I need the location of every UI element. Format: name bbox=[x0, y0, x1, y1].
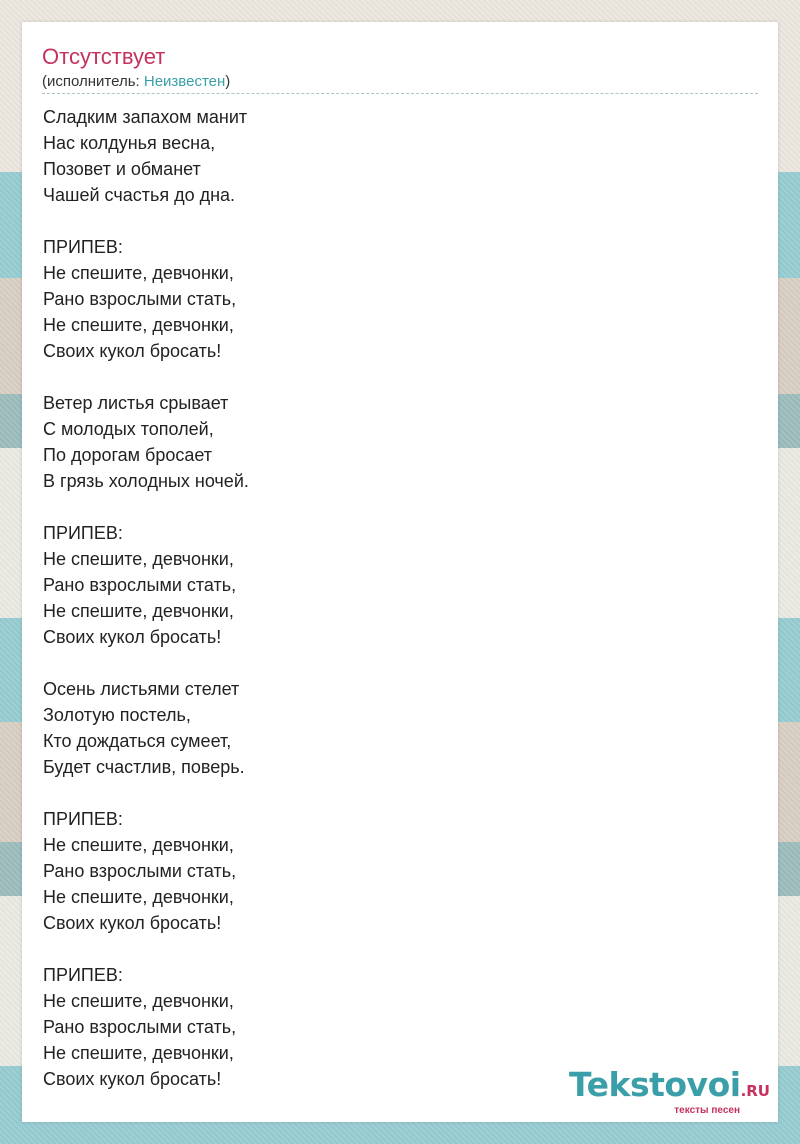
lyric-line: В грязь холодных ночей. bbox=[43, 471, 249, 491]
lyric-line: Рано взрослыми стать, bbox=[43, 1017, 237, 1037]
lyric-line: Не спешите, девчонки, bbox=[43, 601, 234, 621]
lyrics-card bbox=[22, 22, 778, 1122]
lyric-line: Не спешите, девчонки, bbox=[43, 991, 234, 1011]
lyric-line: ПРИПЕВ: bbox=[43, 523, 123, 543]
lyrics-stanza bbox=[43, 962, 249, 1092]
lyric-line: Ветер листья срывает bbox=[43, 393, 229, 413]
logo-brand: Tekstovoi bbox=[569, 1065, 741, 1104]
lyrics-stanza bbox=[43, 676, 249, 780]
lyric-line: Кто дождаться сумеет, bbox=[43, 731, 232, 751]
lyric-line: Не спешите, девчонки, bbox=[43, 549, 234, 569]
song-title: Отсутствует bbox=[42, 44, 166, 69]
lyric-line: Не спешите, девчонки, bbox=[43, 887, 234, 907]
logo-wordmark bbox=[569, 1065, 770, 1108]
lyrics-stanza bbox=[43, 104, 249, 208]
performer-line bbox=[42, 73, 230, 91]
lyric-line: Своих кукол бросать! bbox=[43, 1069, 222, 1089]
lyric-line: Будет счастлив, поверь. bbox=[43, 757, 245, 777]
lyric-line: Рано взрослыми стать, bbox=[43, 289, 237, 309]
lyrics-stanza bbox=[43, 390, 249, 494]
lyric-line: Сладким запахом манит bbox=[43, 107, 248, 127]
lyric-line: ПРИПЕВ: bbox=[43, 809, 123, 829]
lyrics-stanza bbox=[43, 806, 249, 936]
lyric-line: Своих кукол бросать! bbox=[43, 913, 222, 933]
lyric-line: Не спешите, девчонки, bbox=[43, 835, 234, 855]
lyric-line: Своих кукол бросать! bbox=[43, 341, 222, 361]
logo-tld: .RU bbox=[740, 1082, 770, 1100]
site-logo[interactable] bbox=[569, 1065, 770, 1116]
lyric-line: Рано взрослыми стать, bbox=[43, 861, 237, 881]
lyric-line: Золотую постель, bbox=[43, 705, 191, 725]
lyric-line: По дорогам бросает bbox=[43, 445, 213, 465]
lyric-line: С молодых тополей, bbox=[43, 419, 214, 439]
lyric-line: Не спешите, девчонки, bbox=[43, 315, 234, 335]
lyrics-body bbox=[43, 104, 249, 1118]
lyric-line: Чашей счастья до дна. bbox=[43, 185, 236, 205]
lyric-line: ПРИПЕВ: bbox=[43, 965, 123, 985]
lyric-line: Своих кукол бросать! bbox=[43, 627, 222, 647]
lyrics-stanza bbox=[43, 520, 249, 650]
logo-tagline: тексты песен bbox=[674, 1105, 740, 1116]
lyric-line: Не спешите, девчонки, bbox=[43, 1043, 234, 1063]
lyric-line: Осень листьями стелет bbox=[43, 679, 240, 699]
lyric-line: Нас колдунья весна, bbox=[43, 133, 216, 153]
lyric-line: Не спешите, девчонки, bbox=[43, 263, 234, 283]
title-divider bbox=[42, 93, 758, 94]
lyrics-stanza bbox=[43, 234, 249, 364]
lyric-line: Позовет и обманет bbox=[43, 159, 201, 179]
lyric-line: ПРИПЕВ: bbox=[43, 237, 123, 257]
performer-prefix: (исполнитель: bbox=[42, 73, 144, 90]
performer-suffix: ) bbox=[225, 73, 231, 90]
lyric-line: Рано взрослыми стать, bbox=[43, 575, 237, 595]
performer-link[interactable]: Неизвестен bbox=[143, 73, 226, 90]
